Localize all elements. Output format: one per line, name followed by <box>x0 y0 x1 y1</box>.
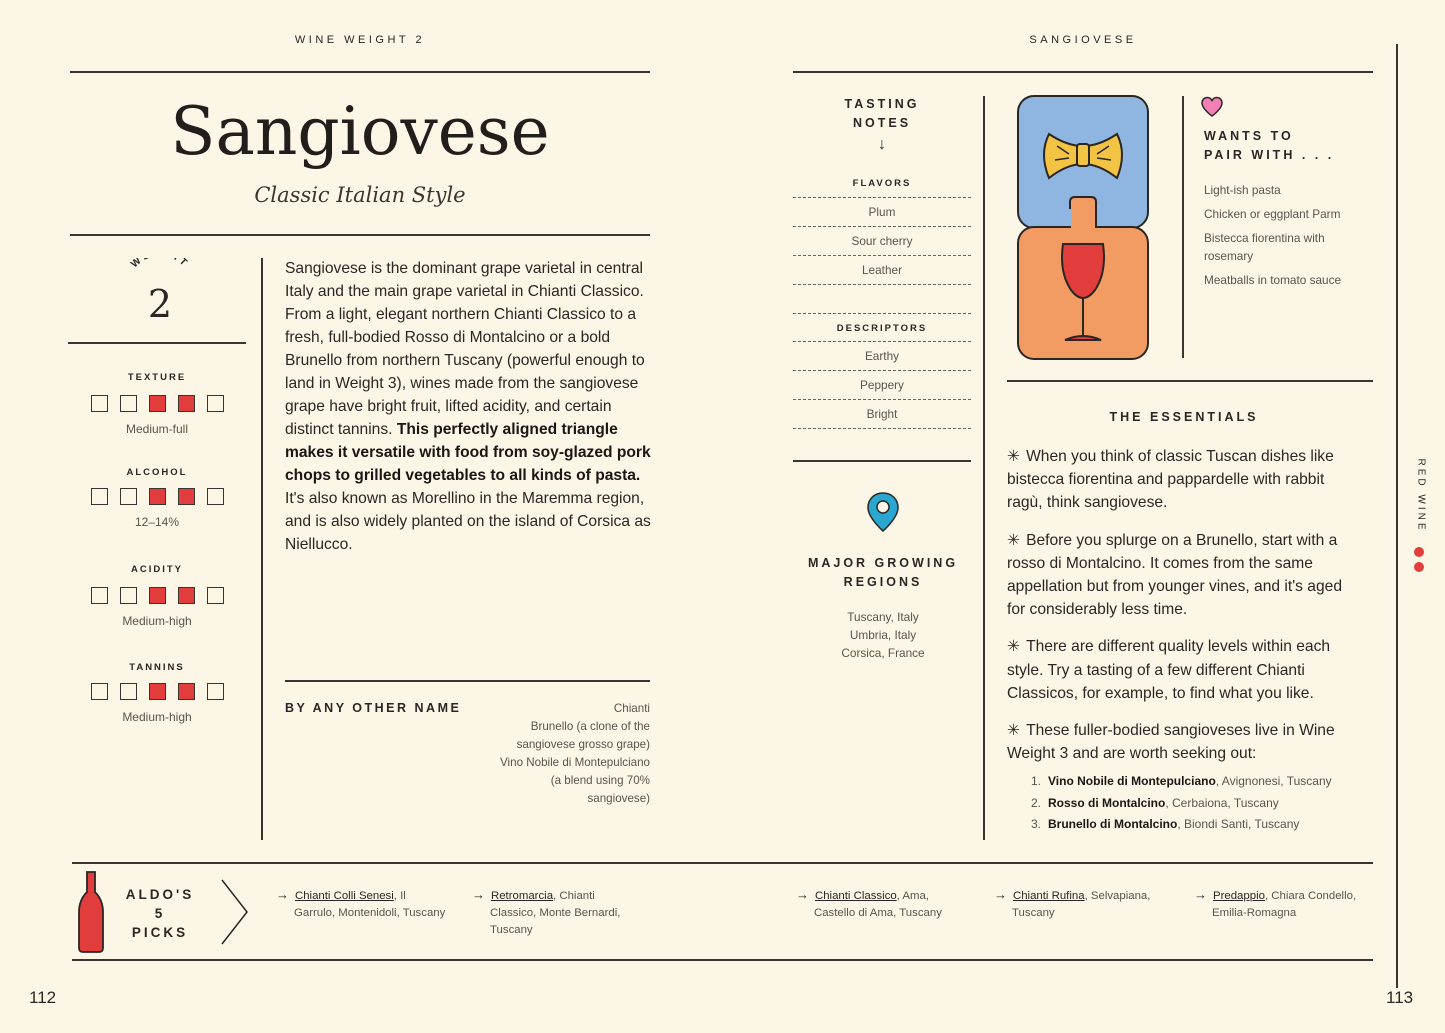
pick-item: → Chianti Classico, Ama, Castello di Ama, Tuscany <box>796 886 966 922</box>
pairing-title-2: PAIR WITH . . . <box>1204 148 1335 162</box>
meter-box <box>120 683 137 700</box>
meter-box-filled <box>149 587 166 604</box>
intro-paragraph <box>285 257 651 556</box>
flavor-item: Sour cherry <box>793 227 971 256</box>
meter-box <box>120 395 137 412</box>
essential-item: ✳ When you think of classic Tuscan dishes like bistecca fiorentina and pappardelle with rabbit ragù, think sangiovese. <box>1007 448 1334 512</box>
descriptor-item: Peppery <box>793 371 971 400</box>
regions-list <box>793 608 973 662</box>
meter-box <box>91 395 108 412</box>
weight-rule <box>68 342 246 344</box>
meter-value: Medium-full <box>125 422 188 436</box>
meter-boxes <box>68 683 246 701</box>
asterisk-icon: ✳ <box>1007 448 1021 465</box>
descriptor-item: Earthy <box>793 342 971 371</box>
pick-item: → Retromarcia, Chianti Classico, Monte Bernardi, Tuscany <box>472 886 642 939</box>
running-header-left: WINE WEIGHT 2 <box>294 34 426 46</box>
essential-item: ✳ There are different quality levels within each style. Try a tasting of a few different Chianti Classicos, for example, to find what you like. <box>1007 638 1331 702</box>
meter-label: TANNINS <box>129 662 185 673</box>
other-name-line: Vino Nobile di Montepulciano <box>500 756 650 769</box>
meter-value: Medium-high <box>122 710 192 724</box>
tasting-title-1: TASTING <box>844 97 920 111</box>
picks-bottom-rule <box>72 959 1373 961</box>
meter-box-filled <box>178 395 195 412</box>
flavor-item: Leather <box>793 256 971 285</box>
pairing-item: Meatballs in tomato sauce <box>1204 273 1342 287</box>
top-rule-left <box>70 71 650 73</box>
meter-box-filled <box>178 488 195 505</box>
page-number-right: 113 <box>1386 988 1414 1007</box>
pick-item: → Predappio, Chiara Condello, Emilia-Romagna <box>1194 886 1374 922</box>
picks-title-1: ALDO'S <box>125 887 195 902</box>
other-name-list <box>450 700 650 808</box>
meter-box <box>207 587 224 604</box>
meter-box <box>207 683 224 700</box>
other-name-line: Brunello (a clone of the <box>530 720 650 733</box>
map-pin-icon <box>866 491 900 533</box>
tasting-notes-title <box>793 95 971 133</box>
meter-box <box>120 488 137 505</box>
region-item: Umbria, Italy <box>849 628 917 642</box>
meter-value: Medium-high <box>122 614 192 628</box>
meter-boxes <box>68 395 246 413</box>
flavor-item: Plum <box>793 198 971 227</box>
essential-item: ✳ Before you splurge on a Brunello, start with a rosso di Montalcino. It comes from the same appellation but from younger vines, and it's aged for considerably less time. <box>1007 531 1342 619</box>
arrow-right-icon: → <box>276 887 289 902</box>
pick-detail: Tuscany <box>1012 907 1055 919</box>
right-vertical-rule <box>983 96 985 840</box>
pairing-item: Light-ish pasta <box>1204 183 1281 197</box>
meter-label: ACIDITY <box>131 564 183 575</box>
other-name-line: (a blend using 70% <box>550 774 650 787</box>
tasting-title-2: NOTES <box>852 116 912 130</box>
arrow-right-icon: → <box>994 887 1007 902</box>
weight-badge <box>112 258 208 328</box>
arrow-right-icon: → <box>1194 887 1207 902</box>
pairing-list <box>1204 181 1369 289</box>
intro-bold: This perfectly aligned triangle makes it versatile with food from soy-glazed pork chops to grilled vegetables to all kinds of pasta. <box>285 421 651 484</box>
other-name-line: sangiovese) <box>587 792 650 805</box>
svg-text:WEIGHT: W T <box>129 258 192 271</box>
pick-detail: Garrulo, Montenidoli, Tuscany <box>294 907 446 919</box>
sublist-item: 1. Vino Nobile di Montepulciano, Avignonesi, Tuscany <box>1031 774 1332 789</box>
meter-label: ALCOHOL <box>126 467 188 478</box>
pick-name: Chianti Classico <box>815 890 897 902</box>
wine-bottle-icon <box>77 870 105 954</box>
meter-box <box>91 488 108 505</box>
meter-box-filled <box>178 683 195 700</box>
essentials-title: THE ESSENTIALS <box>1109 410 1259 424</box>
pick-name: Chianti Rufina <box>1013 890 1085 902</box>
running-header-right: SANGIOVESE <box>1029 34 1137 46</box>
meter-box <box>120 587 137 604</box>
pick-item: → Chianti Rufina, Selvapiana, Tuscany <box>994 886 1174 922</box>
picks-title <box>118 885 202 942</box>
asterisk-icon: ✳ <box>1007 638 1021 656</box>
essential-item: ✳ These fuller-bodied sangioveses live in Wine Weight 3 and are worth seeking out: <box>1007 722 1335 763</box>
intro-text-end: It's also known as Morellino in the Maremma region, and is also widely planted on the island of Corsica as Niellucco. <box>285 490 651 553</box>
picks-title-3: PICKS <box>131 925 189 940</box>
meter-box <box>207 488 224 505</box>
top-rule-right <box>793 71 1373 73</box>
arrow-right-icon: → <box>796 887 809 902</box>
descriptors-label: DESCRIPTORS <box>793 314 971 342</box>
sublist-item: 3. Brunello di Montalcino, Biondi Santi, Tuscany <box>1031 817 1300 832</box>
pick-item: → Chianti Colli Senesi, Il Garrulo, Montenidoli, Tuscany <box>276 886 456 922</box>
pairing-item: Bistecca fiorentina with <box>1204 231 1325 245</box>
pick-name: Retromarcia <box>491 890 554 902</box>
pasta-wine-illustration <box>1015 94 1152 361</box>
meter-value: 12–14% <box>134 515 180 529</box>
side-tab-dot <box>1414 562 1424 572</box>
meter-box-filled <box>149 683 166 700</box>
regions-title-2: REGIONS <box>843 575 923 589</box>
picks-top-rule <box>72 862 1373 864</box>
flavors-list <box>793 178 971 285</box>
regions-title <box>793 554 973 592</box>
intro-text: Sangiovese is the dominant grape varietal in central Italy and the main grape varietal in Chianti Classico. From a light, elegant northern Chianti Classico to a fresh, full-bodied Rosso di Montalcino or a bold Brunello from northern Tuscany (powerful enough to land in Weight 3), wines made from the sangiovese grape have bright fruit, lifted acidity, and certain distinct tannins. <box>285 260 645 438</box>
meter-box <box>207 395 224 412</box>
meter-acidity <box>68 564 246 628</box>
left-vertical-rule <box>261 258 263 840</box>
regions-title-1: MAJOR GROWING <box>807 556 959 570</box>
meter-box-filled <box>149 488 166 505</box>
pick-detail: Classico, Monte Bernardi, <box>490 907 621 919</box>
essentials-list <box>1007 445 1363 836</box>
meter-boxes <box>68 488 246 506</box>
essentials-top-rule <box>1007 380 1373 382</box>
pairing-item: rosemary <box>1204 249 1254 263</box>
meter-box <box>91 587 108 604</box>
pairing-item: Chicken or eggplant Parm <box>1204 207 1341 221</box>
title-rule <box>70 234 650 236</box>
asterisk-icon: ✳ <box>1007 722 1021 740</box>
region-item: Corsica, France <box>841 646 925 660</box>
pick-detail: Castello di Ama, Tuscany <box>814 907 942 919</box>
arrow-right-icon: → <box>472 887 485 902</box>
meter-box-filled <box>149 395 166 412</box>
sublist-item: 2. Rosso di Montalcino, Cerbaiona, Tuscany <box>1031 795 1279 810</box>
pairing-title-1: WANTS TO <box>1204 129 1294 143</box>
other-name-label: BY ANY OTHER NAME <box>285 701 462 715</box>
pairing-title <box>1204 127 1334 165</box>
heart-icon <box>1200 96 1224 118</box>
pick-detail: Tuscany <box>490 924 533 936</box>
meter-box <box>91 683 108 700</box>
meter-tannins <box>68 662 246 724</box>
tasting-bottom-rule <box>793 460 971 462</box>
page-number-left: 112 <box>29 988 57 1007</box>
region-item: Tuscany, Italy <box>847 610 919 624</box>
pick-name: Predappio <box>1213 890 1265 902</box>
pairing-vertical-rule <box>1182 96 1184 358</box>
descriptor-item: Bright <box>793 400 971 429</box>
side-tab-dot <box>1414 547 1424 557</box>
down-arrow-icon: ↓ <box>878 136 886 153</box>
side-tab-rule <box>1396 44 1398 988</box>
page-title: Sangiovese <box>170 93 550 170</box>
meter-boxes <box>68 587 246 605</box>
other-name-rule <box>285 680 650 682</box>
descriptors-list <box>793 313 971 429</box>
pick-name: Chianti Colli Senesi <box>295 890 394 902</box>
flavors-label: FLAVORS <box>793 178 971 198</box>
essential-sublist <box>1007 771 1363 836</box>
meter-texture <box>68 372 246 436</box>
other-name-line: Chianti <box>613 702 650 715</box>
picks-title-2: 5 <box>154 906 166 921</box>
meter-label: TEXTURE <box>127 372 187 383</box>
meter-box-filled <box>178 587 195 604</box>
other-name-line: sangiovese grosso grape) <box>516 738 650 751</box>
weight-value: 2 <box>147 282 173 326</box>
chevron-right-icon <box>220 878 250 946</box>
pick-detail: Emilia-Romagna <box>1212 907 1297 919</box>
asterisk-icon: ✳ <box>1007 531 1021 549</box>
side-tab-label: RED WINE <box>1415 458 1427 533</box>
meter-alcohol <box>68 467 246 529</box>
page-subtitle: Classic Italian Style <box>254 183 466 207</box>
